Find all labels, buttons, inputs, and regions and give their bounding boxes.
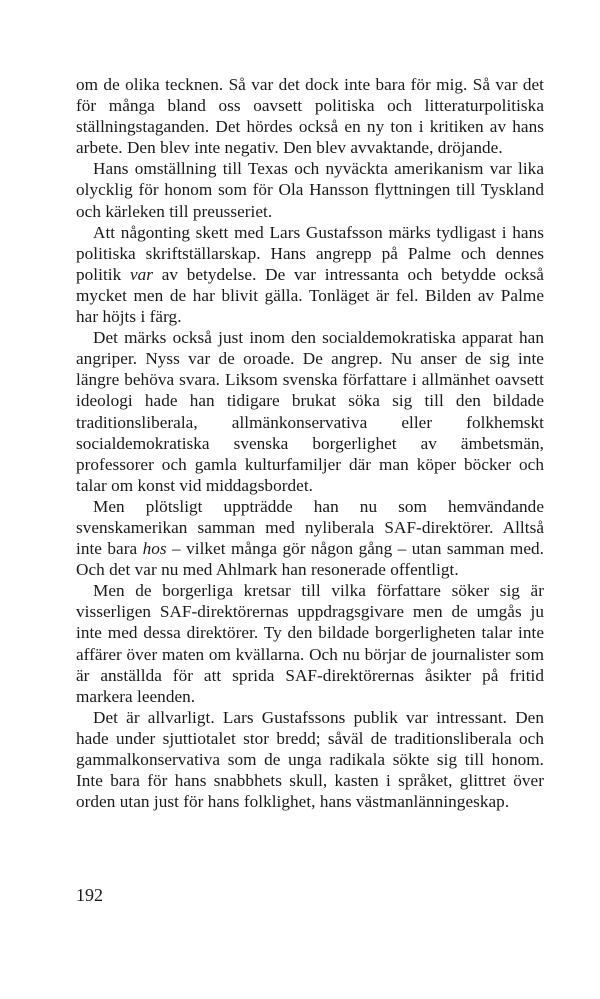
paragraph [76,580,544,707]
paragraph [76,496,544,580]
paragraph-text: Men plötsligt uppträdde han nu som hemvändande svenskamerikan samman med nyliberala SAF-direktörer. Alltså inte bara [76,496,544,559]
page-number: 192 [76,885,103,905]
paragraph-text: av betydelse. De var intressanta och betydde också mycket men de har blivit gälla. Tonläget är fel. Bilden av Palme har höjts i färg. [76,264,544,327]
paragraph [76,222,544,327]
paragraph [76,158,544,221]
paragraph [76,327,544,496]
paragraph-text: Men de borgerliga kretsar till vilka författare söker sig är visserligen SAF-direktörernas uppdragsgivare men de umgås ju inte med dessa direktörer. Ty den bildade borgerligheten talar inte affärer över maten om kvällarna. Och nu börjar de journalister som är anställda för att sprida SAF-direktörernas åsikter på fritid markera leenden. [76,581,544,706]
page-body-text [76,74,544,812]
paragraph-text: Hans omställning till Texas och nyväckta amerikanism var lika olycklig för honom som för Ola Hansson flyttningen till Tyskland och kärleken till preusseriet. [76,159,544,221]
italic-emphasis: var [129,264,153,284]
paragraph-text: Det märks också just inom den socialdemokratiska apparat han angriper. Nyss var de oroade. De angrep. Nu anser de sig inte längre behöva svara. Liksom svenska författare i allmänhet oavsett ideologi hade han tidigare brukat söka sig till den bildade traditionsliberala, allmänkonservativa eller folkhemskt socialdemokratiska svenska borgerlighet av ämbetsmän, professorer och gamla kulturfamiljer där man köper böcker och talar om konst vid middagsbordet. [76,328,544,495]
paragraph-text: – vilket många gör någon gång – utan samman med. Och det var nu med Ahlmark han resonerade offentligt. [76,539,544,580]
paragraph [76,707,544,812]
paragraph-text: Att någonting skett med Lars Gustafsson märks tydligast i hans politiska skriftställarskap. Hans angrepp på Palme och dennes politik [76,222,544,284]
paragraph-text: Det är allvarligt. Lars Gustafssons publik var intressant. Den hade under sjuttiotalet stor bredd; såväl de traditionsliberala och gammalkonservativa som de unga radikala sökte sig till honom. Inte bara för hans snabbhets skull, kasten i språket, glittret över orden utan just för hans folklighet, hans västmanlänningeskap. [76,707,544,812]
paragraph [76,74,544,158]
paragraph-text: om de olika tecknen. Så var det dock inte bara för mig. Så var det för många bland oss oavsett politiska och litteraturpolitiska ställningstaganden. Det hördes också en ny ton i kritiken av hans arbete. Den blev inte negativ. Den blev avvaktande, dröjande. [76,75,544,158]
italic-emphasis: hos [142,539,167,559]
